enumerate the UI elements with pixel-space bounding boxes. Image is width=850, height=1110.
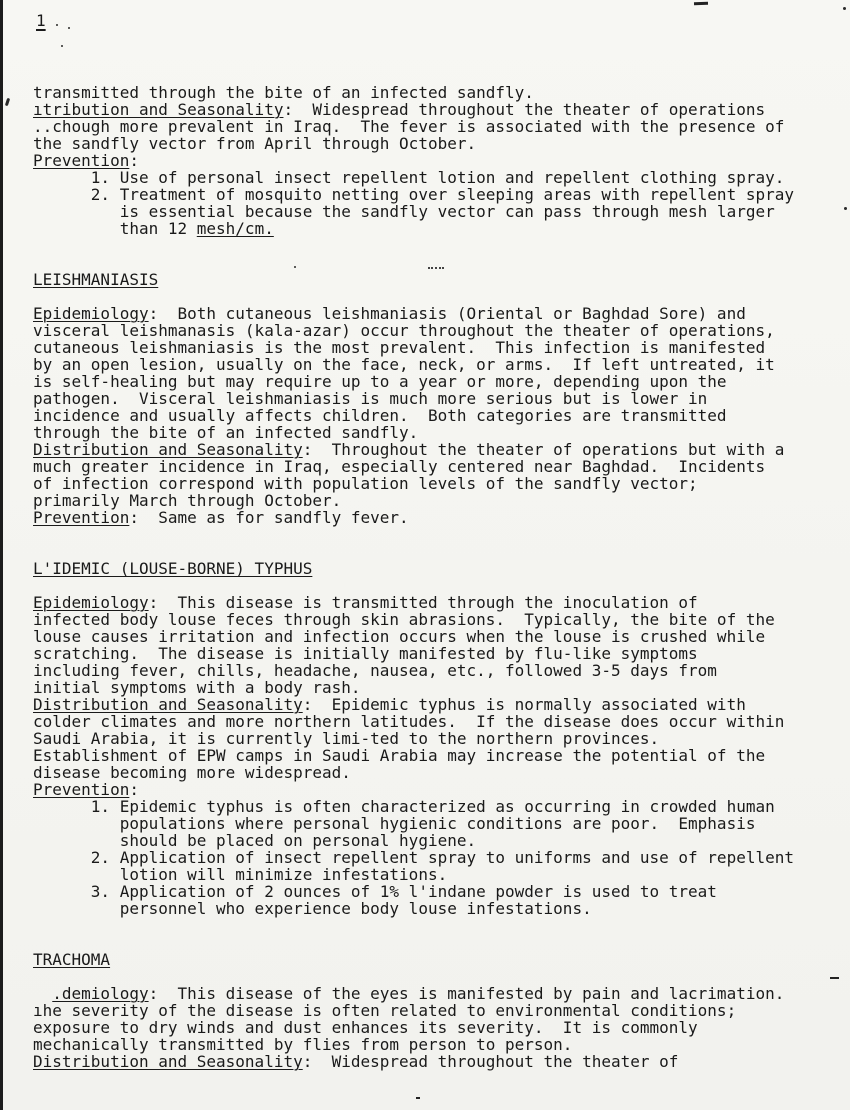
text-line (33, 645, 794, 662)
text-segment: lotion will minimize infestations. (33, 865, 448, 884)
text-line (33, 203, 794, 220)
text-segment: is self-healing but may require up to a year or more, depending upon the (33, 372, 727, 391)
text-segment: ..chough more prevalent in Iraq. The fever is associated with the presence of (33, 117, 785, 136)
text-line (33, 662, 794, 679)
blank-line (33, 917, 794, 934)
underlined-text: .demiology (52, 984, 149, 1003)
text-segment: 1. Epidemic typhus is often characterized as occurring in crowded human (33, 797, 775, 816)
text-segment: including fever, chills, headache, nausea, etc., followed 3-5 days from (33, 661, 717, 680)
text-line (33, 951, 794, 968)
underlined-text: L'IDEMIC (LOUSE-BORNE) TYPHUS (33, 559, 313, 578)
blank-line (33, 934, 794, 951)
scan-edge-artifact (0, 0, 3, 1110)
scan-speck (843, 7, 846, 10)
text-segment: much greater incidence in Iraq, especially centered near Baghdad. Incidents (33, 457, 766, 476)
text-line (33, 781, 794, 798)
text-line (33, 373, 794, 390)
scan-speck (68, 27, 70, 29)
text-line (33, 883, 794, 900)
text-line (33, 135, 794, 152)
text-segment: pathogen. Visceral leishmaniasis is much more serious but is lower in (33, 389, 708, 408)
text-line (33, 152, 794, 169)
text-line (33, 815, 794, 832)
text-segment: of infection correspond with population levels of the sandfly vector; (33, 474, 698, 493)
text-segment: scratching. The disease is initially manifested by flu-like symptoms (33, 644, 698, 663)
scan-speck (56, 24, 58, 26)
text-segment: : Both cutaneous leishmaniasis (Oriental or Baghdad Sore) and (148, 304, 746, 323)
underlined-text: LEISHMANIASIS (33, 270, 159, 289)
text-line (33, 849, 794, 866)
text-line (33, 1036, 794, 1053)
text-line (33, 679, 794, 696)
underlined-text: Prevention (33, 151, 130, 170)
page-number (36, 12, 46, 29)
scan-speck (5, 98, 10, 107)
text-line (33, 832, 794, 849)
text-segment: : (129, 151, 139, 170)
text-line (33, 390, 794, 407)
underlined-text: Distribution and Seasonality (33, 440, 303, 459)
text-line (33, 628, 794, 645)
text-segment: ıhe severity of the disease is often related to environmental conditions; (33, 1001, 737, 1020)
text-segment: louse causes irritation and infection occurs when the louse is crushed while (33, 627, 766, 646)
text-line (33, 101, 794, 118)
scan-speck (61, 45, 63, 47)
text-line (33, 730, 794, 747)
text-line (33, 441, 794, 458)
text-line (33, 713, 794, 730)
text-line (33, 322, 794, 339)
text-line (33, 900, 794, 917)
text-segment: : Widespread throughout the theater of operations (283, 100, 766, 119)
text-line (33, 339, 794, 356)
text-line (33, 866, 794, 883)
text-segment: transmitted through the bite of an infected sandfly. (33, 83, 534, 102)
text-segment: : (129, 780, 139, 799)
text-line (33, 84, 794, 101)
underlined-text: Distribution and Seasonality (33, 695, 303, 714)
scan-speck (694, 2, 708, 5)
text-line (33, 186, 794, 203)
text-segment: Establishment of EPW camps in Saudi Arabia may increase the potential of the (33, 746, 766, 765)
text-line (33, 985, 794, 1002)
text-segment: through the bite of an infected sandfly. (33, 423, 419, 442)
text-line (33, 509, 794, 526)
text-segment: should be placed on personal hygiene. (33, 831, 477, 850)
text-segment: 2. Application of insect repellent spray to uniforms and use of repellent (33, 848, 794, 867)
blank-line (33, 968, 794, 985)
text-segment: 3. Application of 2 ounces of 1% l'indane powder is used to treat (33, 882, 717, 901)
text-segment: disease becoming more widespread. (33, 763, 351, 782)
text-line (33, 1053, 794, 1070)
text-segment: : This disease of the eyes is manifested by pain and lacrimation. (148, 984, 785, 1003)
page-number-value: 1 (36, 11, 46, 30)
scan-speck (416, 1097, 420, 1099)
text-segment: than 12 (33, 219, 197, 238)
text-line (33, 356, 794, 373)
text-line (33, 458, 794, 475)
text-segment: : Throughout the theater of operations but with a (302, 440, 785, 459)
blank-line (33, 577, 794, 594)
text-segment: : Epidemic typhus is normally associated with (302, 695, 746, 714)
text-segment: primarily March through October. (33, 491, 342, 510)
text-segment: by an open lesion, usually on the face, neck, or arms. If left untreated, it (33, 355, 775, 374)
text-segment: is essential because the sandfly vector can pass through mesh larger (33, 202, 775, 221)
text-line (33, 220, 794, 237)
underlined-text: mesh/cm. (196, 219, 274, 238)
text-segment: mechanically transmitted by flies from person to person. (33, 1035, 573, 1054)
text-line (33, 305, 794, 322)
text-line (33, 271, 794, 288)
text-segment: incidence and usually affects children. Both categories are transmitted (33, 406, 727, 425)
text-line (33, 424, 794, 441)
text-line (33, 492, 794, 509)
text-segment: : This disease is transmitted through the inoculation of (148, 593, 698, 612)
scan-speck (844, 207, 847, 210)
underlined-text: Prevention (33, 780, 130, 799)
blank-line (33, 237, 794, 254)
text-segment: initial symptoms with a body rash. (33, 678, 361, 697)
text-line (33, 696, 794, 713)
underlined-text: Distribution and Seasonality (33, 1052, 303, 1071)
scan-speck (830, 977, 839, 979)
text-segment: visceral leishmanasis (kala-azar) occur throughout the theater of operations, (33, 321, 775, 340)
text-segment: 1. Use of personal insect repellent lotion and repellent clothing spray. (33, 168, 785, 187)
text-segment: colder climates and more northern latitudes. If the disease does occur within (33, 712, 785, 731)
text-segment: infected body louse feces through skin abrasions. Typically, the bite of the (33, 610, 775, 629)
text-line (33, 764, 794, 781)
underlined-text: Prevention (33, 508, 130, 527)
text-line (33, 1002, 794, 1019)
text-segment: : Widespread throughout the theater of (302, 1052, 679, 1071)
text-segment: Saudi Arabia, it is currently limi-ted to the northern provinces. (33, 729, 660, 748)
text-segment: exposure to dry winds and dust enhances its severity. It is commonly (33, 1018, 698, 1037)
text-line (33, 560, 794, 577)
text-line (33, 475, 794, 492)
text-segment: personnel who experience body louse infestations. (33, 899, 592, 918)
text-line (33, 611, 794, 628)
text-line (33, 798, 794, 815)
underlined-text: TRACHOMA (33, 950, 111, 969)
blank-line (33, 254, 794, 271)
underlined-text: Epidemiology (33, 304, 149, 323)
text-segment: 2. Treatment of mosquito netting over sleeping areas with repellent spray (33, 185, 794, 204)
text-segment: the sandfly vector from April through October. (33, 134, 477, 153)
text-segment: : Same as for sandfly fever. (129, 508, 409, 527)
text-line (33, 169, 794, 186)
text-line (33, 1019, 794, 1036)
text-line (33, 594, 794, 611)
text-segment: populations where personal hygienic conditions are poor. Emphasis (33, 814, 756, 833)
text-segment: cutaneous leishmaniasis is the most prevalent. This infection is manifested (33, 338, 766, 357)
text-line (33, 747, 794, 764)
text-line (33, 407, 794, 424)
text-line (33, 118, 794, 135)
document-text (33, 84, 794, 1070)
blank-line (33, 288, 794, 305)
blank-line (33, 526, 794, 543)
blank-line (33, 543, 794, 560)
underlined-text: ıtribution and Seasonality (33, 100, 284, 119)
underlined-text: Epidemiology (33, 593, 149, 612)
